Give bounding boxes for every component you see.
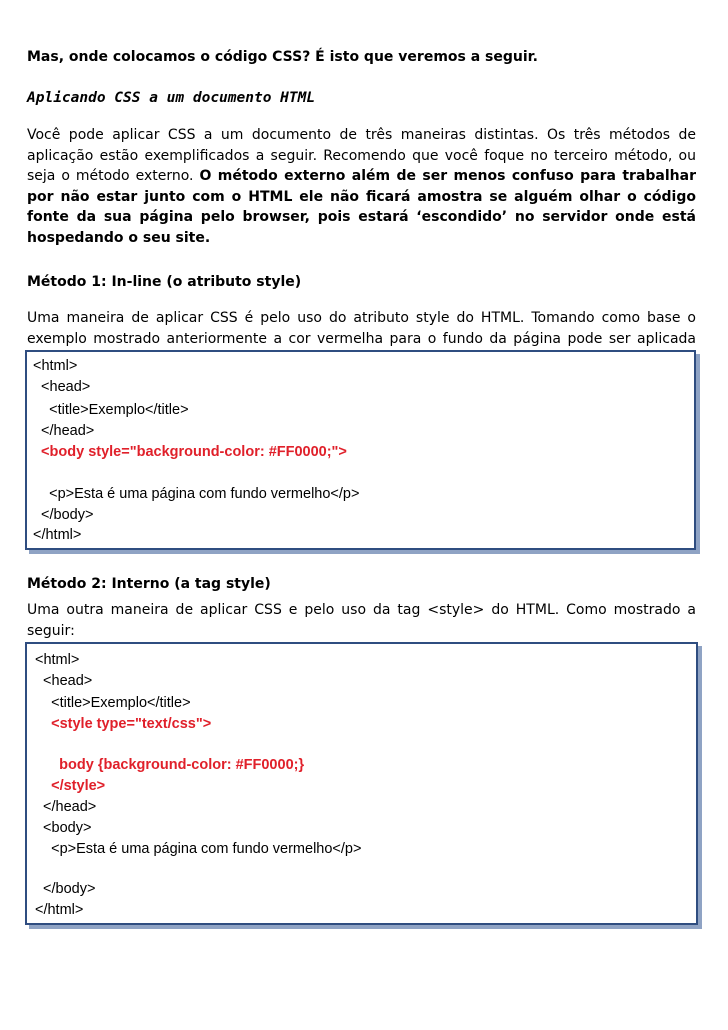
code-line: </html> — [33, 527, 82, 543]
method1-paragraph: Uma maneira de aplicar CSS é pelo uso do atributo style do HTML. Tomando como base o exemplo mostrado anteriormente a cor vermelha para o fundo da página pode ser aplicada — [27, 310, 696, 347]
code-line-highlight: <style type="text/css"> — [35, 716, 212, 732]
paragraph-normal-text: Você pode aplicar CSS a um documento de três maneiras distintas. Os três métodos de aplicação estão exemplificados a seguir. Recomendo que você foque no terceiro método, ou seja o método externo. — [27, 127, 696, 184]
code-line: <title>Exemplo</title> — [33, 402, 189, 418]
method2-code-box — [25, 642, 698, 925]
intro-paragraph — [27, 125, 696, 248]
section-subheading: Aplicando CSS a um documento HTML — [27, 90, 316, 106]
code-line: <title>Exemplo</title> — [35, 695, 191, 711]
code-line: <html> — [33, 358, 78, 374]
method1-paragraph-container — [27, 308, 707, 350]
intro-text: Mas, onde colocamos o código CSS? É isto que veremos a seguir. — [27, 49, 538, 65]
code-line: <head> — [33, 379, 91, 395]
code-line-highlight: </style> — [35, 778, 106, 794]
code-line: <html> — [35, 652, 80, 668]
method2-paragraph: Uma outra maneira de aplicar CSS e pelo uso da tag <style> do HTML. Como mostrado a seguir: — [27, 602, 696, 639]
code-line: <body> — [35, 820, 92, 836]
method2-heading: Método 2: Interno (a tag style) — [27, 576, 271, 592]
paragraph-bold-text: O método externo além de ser menos confuso para trabalhar por não estar junto com o HTML ele não ficará amostra se alguém olhar o código fonte da sua página pelo browser, pois estará ‘escondido’ no servidor onde está hospedando o seu site. — [27, 168, 696, 246]
code-line: </head> — [33, 423, 95, 439]
code-line: <p>Esta é uma página com fundo vermelho</p> — [35, 841, 362, 857]
code-line: </body> — [35, 881, 96, 897]
code-line-highlight: body {background-color: #FF0000;} — [35, 757, 305, 773]
code-line: </html> — [35, 902, 84, 918]
code-line: </head> — [35, 799, 97, 815]
method2-paragraph-container — [27, 600, 707, 642]
code-line: </body> — [33, 507, 94, 523]
method1-heading: Método 1: In-line (o atributo style) — [27, 274, 302, 290]
code-line-highlight: <body style="background-color: #FF0000;"> — [33, 444, 347, 460]
code-line: <head> — [35, 673, 93, 689]
method1-code-box — [25, 350, 696, 550]
code-line: <p>Esta é uma página com fundo vermelho</p> — [33, 486, 360, 502]
